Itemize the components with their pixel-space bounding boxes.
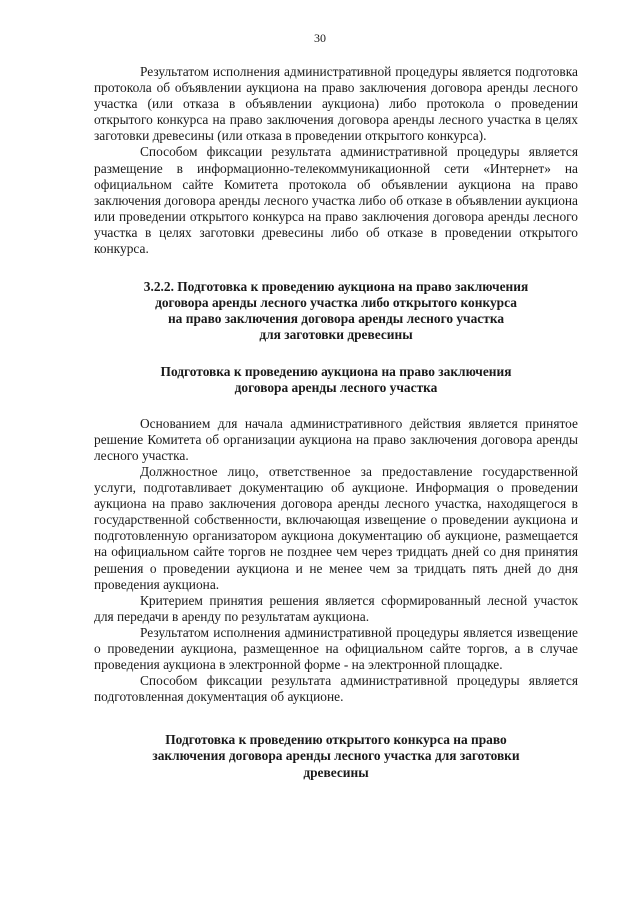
- subsection-heading-line: заключения договора аренды лесного участка для заготовки: [152, 748, 520, 764]
- section-heading: [94, 279, 578, 343]
- subsection-heading: [94, 364, 578, 396]
- section-heading-line: для заготовки древесины: [259, 327, 413, 343]
- section-heading-line: на право заключения договора аренды лесного участка: [167, 311, 505, 327]
- subsection-heading-line: Подготовка к проведению аукциона на право заключения: [160, 363, 512, 379]
- subsection-heading-line: древесины: [303, 764, 369, 780]
- subsection-heading-line: договора аренды лесного участка: [234, 379, 438, 395]
- section-heading-line: 3.2.2. Подготовка к проведению аукциона на право заключения: [143, 279, 529, 295]
- subsection-heading-line: Подготовка к проведению открытого конкурса на право: [165, 732, 507, 748]
- paragraph: Критерием принятия решения является сформированный лесной участок для передачи в аренду по результатам аукциона.: [94, 592, 578, 624]
- section-heading-line: договора аренды лесного участка либо открытого конкурса: [155, 295, 517, 311]
- paragraph: Должностное лицо, ответственное за предоставление государственной услуги, подготавливает документацию об аукционе. Информация о проведении аукциона на право заключения договора аренды лесного участка, находящегося в государственной собственности, включающая извещение о проведении аукциона и подготовленную организатором аукциона документацию об аукционе, размещается на официальном сайте торгов не позднее чем через тридцать дней со дня принятия решения о проведении аукциона и не менее чем за тридцать пять дней до дня проведения аукциона.: [94, 463, 578, 592]
- paragraph: Результатом исполнения административной процедуры является подготовка протокола об объявлении аукциона на право заключения договора аренды лесного участка (или отказа в объявлении аукциона) либо протокола о проведении открытого конкурса на право заключения договора аренды лесного участка в целях заготовки древесины (или отказа в проведении открытого конкурса).: [94, 64, 578, 144]
- paragraph: Основанием для начала административного действия является принятое решение Комитета об организации аукциона на право заключения договора аренды лесного участка.: [94, 415, 578, 463]
- paragraph: Результатом исполнения административной процедуры является извещение о проведении аукциона, размещенное на официальном сайте торгов, а в случае проведения аукциона в электронной форме - на электронной площадке.: [94, 624, 578, 673]
- page-number: 30: [314, 31, 326, 45]
- subsection-heading: [94, 732, 578, 780]
- paragraph: Способом фиксации результата административной процедуры является размещение в информационно-телекоммуникационной сети «Интернет» на официальном сайте Комитета протокола об объявлении аукциона на право заключения договора аренды лесного участка либо об отказе в объявлении аукциона или проведении открытого конкурса на право заключения договора аренды лесного участка в целях заготовки древесины либо об отказе в проведении открытого конкурса.: [94, 144, 578, 257]
- page-body: [94, 64, 578, 781]
- paragraph: Способом фиксации результата административной процедуры является подготовленная документация об аукционе.: [94, 673, 578, 705]
